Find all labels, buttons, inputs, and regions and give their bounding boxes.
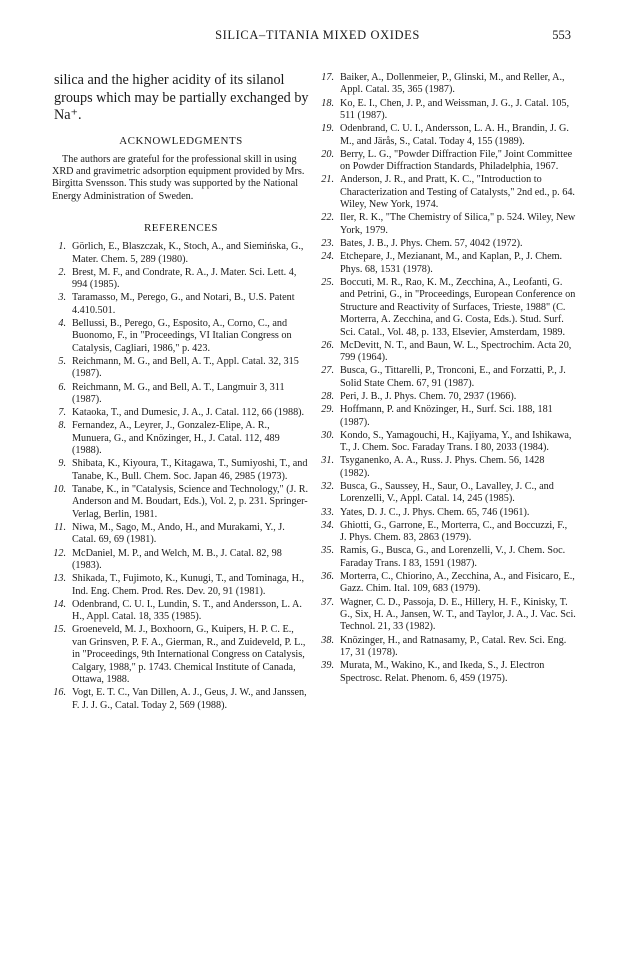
reference-item xyxy=(52,292,310,317)
reference-item xyxy=(320,174,576,211)
reference-item xyxy=(52,484,310,521)
reference-number: 23. xyxy=(321,238,334,250)
running-title: SILICA–TITANIA MIXED OXIDES xyxy=(215,28,420,42)
reference-item xyxy=(320,72,576,97)
reference-item xyxy=(52,687,310,712)
reference-number: 7. xyxy=(58,407,66,419)
reference-item xyxy=(52,356,310,381)
reference-text: Murata, M., Wakino, K., and Ikeda, S., J. Electron Spectrosc. Relat. Phenom. 6, 459 (1975). xyxy=(340,660,545,684)
reference-number: 2. xyxy=(58,266,66,278)
reference-text: Fernandez, A., Leyrer, J., Gonzalez-Elipe, A. R., Munuera, G., and Knözinger, H., J. Catal. 112, 489 (1988). xyxy=(72,420,280,457)
reference-number: 26. xyxy=(321,339,334,351)
reference-text: Niwa, M., Sago, M., Ando, H., and Murakami, Y., J. Catal. 69, 69 (1981). xyxy=(72,522,285,546)
reference-item xyxy=(52,318,310,355)
reference-item xyxy=(52,458,310,483)
reference-number: 6. xyxy=(58,381,66,393)
reference-text: Ghiotti, G., Garrone, E., Morterra, C., and Boccuzzi, F., J. Phys. Chem. 83, 2863 (1979). xyxy=(340,519,568,544)
reference-number: 24. xyxy=(321,251,334,263)
reference-number: 9. xyxy=(58,458,66,470)
reference-number: 21. xyxy=(321,174,334,186)
reference-text: Ramis, G., Busca, G., and Lorenzelli, V., J. Chem. Soc. Faraday Trans. I 83, 1591 (1987). xyxy=(340,545,566,569)
right-column xyxy=(320,72,576,686)
reference-number: 11. xyxy=(54,522,66,534)
reference-item xyxy=(320,98,576,123)
acknowledgments-text: The authors are grateful for the professional skill in using XRD and gravimetric adsorption equipment provided by Mrs. Birgitta Svensson. This study was supported by the National Energy Administration of Sweden. xyxy=(52,153,305,202)
reference-number: 38. xyxy=(321,634,334,646)
reference-text: Görlich, E., Blaszczak, K., Stoch, A., and Siemińska, G., Mater. Chem. 5, 289 (1980). xyxy=(72,241,304,265)
reference-number: 1. xyxy=(58,241,66,253)
reference-item xyxy=(320,635,576,660)
reference-text: Bates, J. B., J. Phys. Chem. 57, 4042 (1972). xyxy=(340,238,523,250)
reference-number: 37. xyxy=(321,596,334,608)
reference-number: 28. xyxy=(321,390,334,402)
reference-text: Berry, L. G., "Powder Diffraction File," Joint Committee on Powder Diffraction Standards, Philadelphia, 1967. xyxy=(340,148,573,173)
reference-text: Kataoka, T., and Dumesic, J. A., J. Catal. 112, 66 (1988). xyxy=(72,407,305,419)
reference-text: Iler, R. K., "The Chemistry of Silica," p. 524. Wiley, New York, 1979. xyxy=(340,212,576,236)
reference-text: Busca, G., Saussey, H., Saur, O., Lavalley, J. C., and Lorenzelli, V., Appl. Catal. 14, 245 (1985). xyxy=(340,480,554,505)
reference-text: Shikada, T., Fujimoto, K., Kunugi, T., and Tominaga, H., Ind. Eng. Chem. Prod. Res. Dev. 20, 91 (1981). xyxy=(72,573,305,597)
reference-number: 29. xyxy=(321,404,334,416)
reference-number: 35. xyxy=(321,545,334,557)
left-column xyxy=(52,72,310,713)
reference-text: Kondo, S., Yamagouchi, H., Kajiyama, Y., and Ishikawa, T., J. Chem. Soc. Faraday Trans. I 80, 2033 (1984). xyxy=(340,429,572,454)
reference-text: Groeneveld, M. J., Boxhoorn, G., Kuipers, H. P. C. E., van Grinsven, P. F. A., Gierman, R., and Zuideveld, P. L., in "Proceedings, 9th International Congress on Catalysis, Calgary, 1988," p. 1743. Chemical Institute of Canada, Ottawa, 1988. xyxy=(72,624,306,686)
reference-text: Etchepare, J., Mezianant, M., and Kaplan, P., J. Chem. Phys. 68, 1531 (1978). xyxy=(340,251,563,275)
reference-text: Wagner, C. D., Passoja, D. E., Hillery, H. F., Kinisky, T. G., Six, H. A., Jansen, W. T., and Taylor, J. A., J. Vac. Sci. Technol. 21, 33 (1982). xyxy=(340,596,576,633)
reference-item xyxy=(52,420,310,457)
reference-item xyxy=(52,522,310,547)
reference-number: 19. xyxy=(321,123,334,135)
reference-text: Knözinger, H., and Ratnasamy, P., Catal. Rev. Sci. Eng. 17, 31 (1978). xyxy=(340,634,567,659)
reference-text: Taramasso, M., Perego, G., and Notari, B., U.S. Patent 4.410.501. xyxy=(72,292,295,316)
reference-item xyxy=(320,340,576,365)
reference-number: 16. xyxy=(53,687,66,699)
reference-item xyxy=(320,520,576,545)
body-text-continuation: silica and the higher acidity of its silanol groups which may be partially exchanged by Na⁺. xyxy=(54,72,309,123)
reference-item xyxy=(52,382,310,407)
reference-item xyxy=(320,212,576,237)
reference-item xyxy=(320,481,576,506)
acknowledgments-heading: ACKNOWLEDGMENTS xyxy=(119,134,243,147)
reference-text: Ko, E. I., Chen, J. P., and Weissman, J. G., J. Catal. 105, 511 (1987). xyxy=(340,97,570,122)
reference-text: Baiker, A., Dollenmeier, P., Glinski, M., and Reller, A., Appl. Catal. 35, 365 (1987). xyxy=(340,72,565,96)
reference-text: Shibata, K., Kiyoura, T., Kitagawa, T., Sumiyoshi, T., and Tanabe, K., Bull. Chem. Soc. Japan 46, 2985 (1973). xyxy=(72,458,308,482)
reference-item xyxy=(320,507,576,519)
reference-number: 14. xyxy=(53,598,66,610)
reference-item xyxy=(320,365,576,390)
reference-item xyxy=(320,404,576,429)
reference-text: Brest, M. F., and Condrate, R. A., J. Mater. Sci. Lett. 4, 994 (1985). xyxy=(72,266,297,291)
reference-number: 34. xyxy=(321,519,334,531)
reference-text: Boccuti, M. R., Rao, K. M., Zecchina, A., Leofanti, G. and Petrini, G., in "Proceedings, European Conference on Structure and Reactivity of Surfaces, Trieste, 1988" (C. Morterra, A. Zecchina, and G. Costa, Eds.). Stud. Surf. Sci. Catal., Vol. 48, p. 133, Elsevier, Amsterdam, 1989. xyxy=(340,276,576,338)
reference-text: Reichmann, M. G., and Bell, A. T., Langmuir 3, 311 (1987). xyxy=(72,381,285,405)
reference-text: Reichmann, M. G., and Bell, A. T., Appl. Catal. 32, 315 (1987). xyxy=(72,355,299,380)
reference-number: 17. xyxy=(321,72,334,83)
reference-text: Tanabe, K., in "Catalysis, Science and Technology," (J. R. Anderson and M. Boudart, Eds.), Vol. 2, p. 231. Springer-Verlag, Berlin, 1981. xyxy=(72,484,309,520)
reference-list-left xyxy=(52,241,310,712)
reference-text: Anderson, J. R., and Pratt, K. C., "Introduction to Characterization and Testing of Catalysts," 2nd ed., p. 64. Wiley, New York, 1974. xyxy=(340,174,575,211)
reference-item xyxy=(320,571,576,596)
reference-item xyxy=(320,238,576,250)
reference-item xyxy=(320,597,576,634)
reference-text: McDevitt, N. T., and Baun, W. L., Spectrochim. Acta 20, 799 (1964). xyxy=(340,339,572,364)
reference-item xyxy=(52,407,310,419)
reference-number: 32. xyxy=(321,480,334,492)
reference-item xyxy=(52,548,310,573)
reference-item xyxy=(320,430,576,455)
reference-number: 12. xyxy=(53,547,66,559)
reference-item xyxy=(320,660,576,685)
reference-item xyxy=(52,624,310,686)
reference-number: 5. xyxy=(58,355,66,367)
reference-number: 8. xyxy=(58,420,66,432)
reference-item xyxy=(320,123,576,148)
reference-text: Bellussi, B., Perego, G., Esposito, A., Corno, C., and Buonomo, F., in "Proceedings, VI Italian Congress on Catalysis, Cagliari, 1986," p. 423. xyxy=(72,317,292,354)
reference-item xyxy=(320,391,576,403)
reference-number: 13. xyxy=(53,573,66,585)
reference-text: Odenbrand, C. U. I., Lundin, S. T., and Andersson, L. A. H., Appl. Catal. 18, 335 (1985). xyxy=(72,598,302,623)
reference-text: Morterra, C., Chiorino, A., Zecchina, A., and Fisicaro, E., Gazz. Chim. Ital. 109, 683 (1979). xyxy=(340,570,575,595)
reference-number: 22. xyxy=(321,212,334,224)
reference-number: 30. xyxy=(321,429,334,441)
reference-item xyxy=(320,149,576,174)
reference-number: 31. xyxy=(321,455,334,467)
reference-item xyxy=(320,277,576,339)
reference-text: Busca, G., Tittarelli, P., Tronconi, E., and Forzatti, P., J. Solid State Chem. 67, 91 (1987). xyxy=(340,365,566,389)
reference-number: 39. xyxy=(321,660,334,672)
reference-text: Odenbrand, C. U. I., Andersson, L. A. H., Brandin, J. G. M., and Järås, S., Catal. Today 4, 155 (1989). xyxy=(340,123,569,147)
reference-text: Hoffmann, P. and Knözinger, H., Surf. Sci. 188, 181 (1987). xyxy=(340,404,553,428)
reference-number: 18. xyxy=(321,97,334,109)
reference-text: Peri, J. B., J. Phys. Chem. 70, 2937 (1966). xyxy=(340,390,517,402)
reference-number: 10. xyxy=(53,484,66,496)
reference-item xyxy=(52,599,310,624)
reference-item xyxy=(320,545,576,570)
reference-number: 33. xyxy=(321,506,334,518)
reference-number: 36. xyxy=(321,570,334,582)
reference-text: Yates, D. J. C., J. Phys. Chem. 65, 746 (1961). xyxy=(340,506,530,518)
reference-item xyxy=(52,573,310,598)
reference-text: Vogt, E. T. C., Van Dillen, A. J., Geus, J. W., and Janssen, F. J. J. G., Catal. Today 2, 569 (1988). xyxy=(72,687,307,711)
reference-number: 3. xyxy=(58,292,66,304)
reference-number: 25. xyxy=(321,276,334,288)
reference-item xyxy=(320,251,576,276)
page-number: 553 xyxy=(552,28,571,42)
reference-item xyxy=(320,455,576,480)
reference-number: 4. xyxy=(58,317,66,329)
reference-list-right xyxy=(320,72,576,685)
reference-number: 27. xyxy=(321,365,334,377)
references-heading: REFERENCES xyxy=(143,222,219,235)
reference-item xyxy=(52,241,310,266)
reference-text: Tsyganenko, A. A., Russ. J. Phys. Chem. 56, 1428 (1982). xyxy=(340,455,545,479)
running-header xyxy=(0,28,635,48)
reference-text: McDaniel, M. P., and Welch, M. B., J. Catal. 82, 98 (1983). xyxy=(72,547,282,572)
reference-item xyxy=(52,267,310,292)
reference-number: 15. xyxy=(53,624,66,636)
reference-number: 20. xyxy=(321,148,334,160)
